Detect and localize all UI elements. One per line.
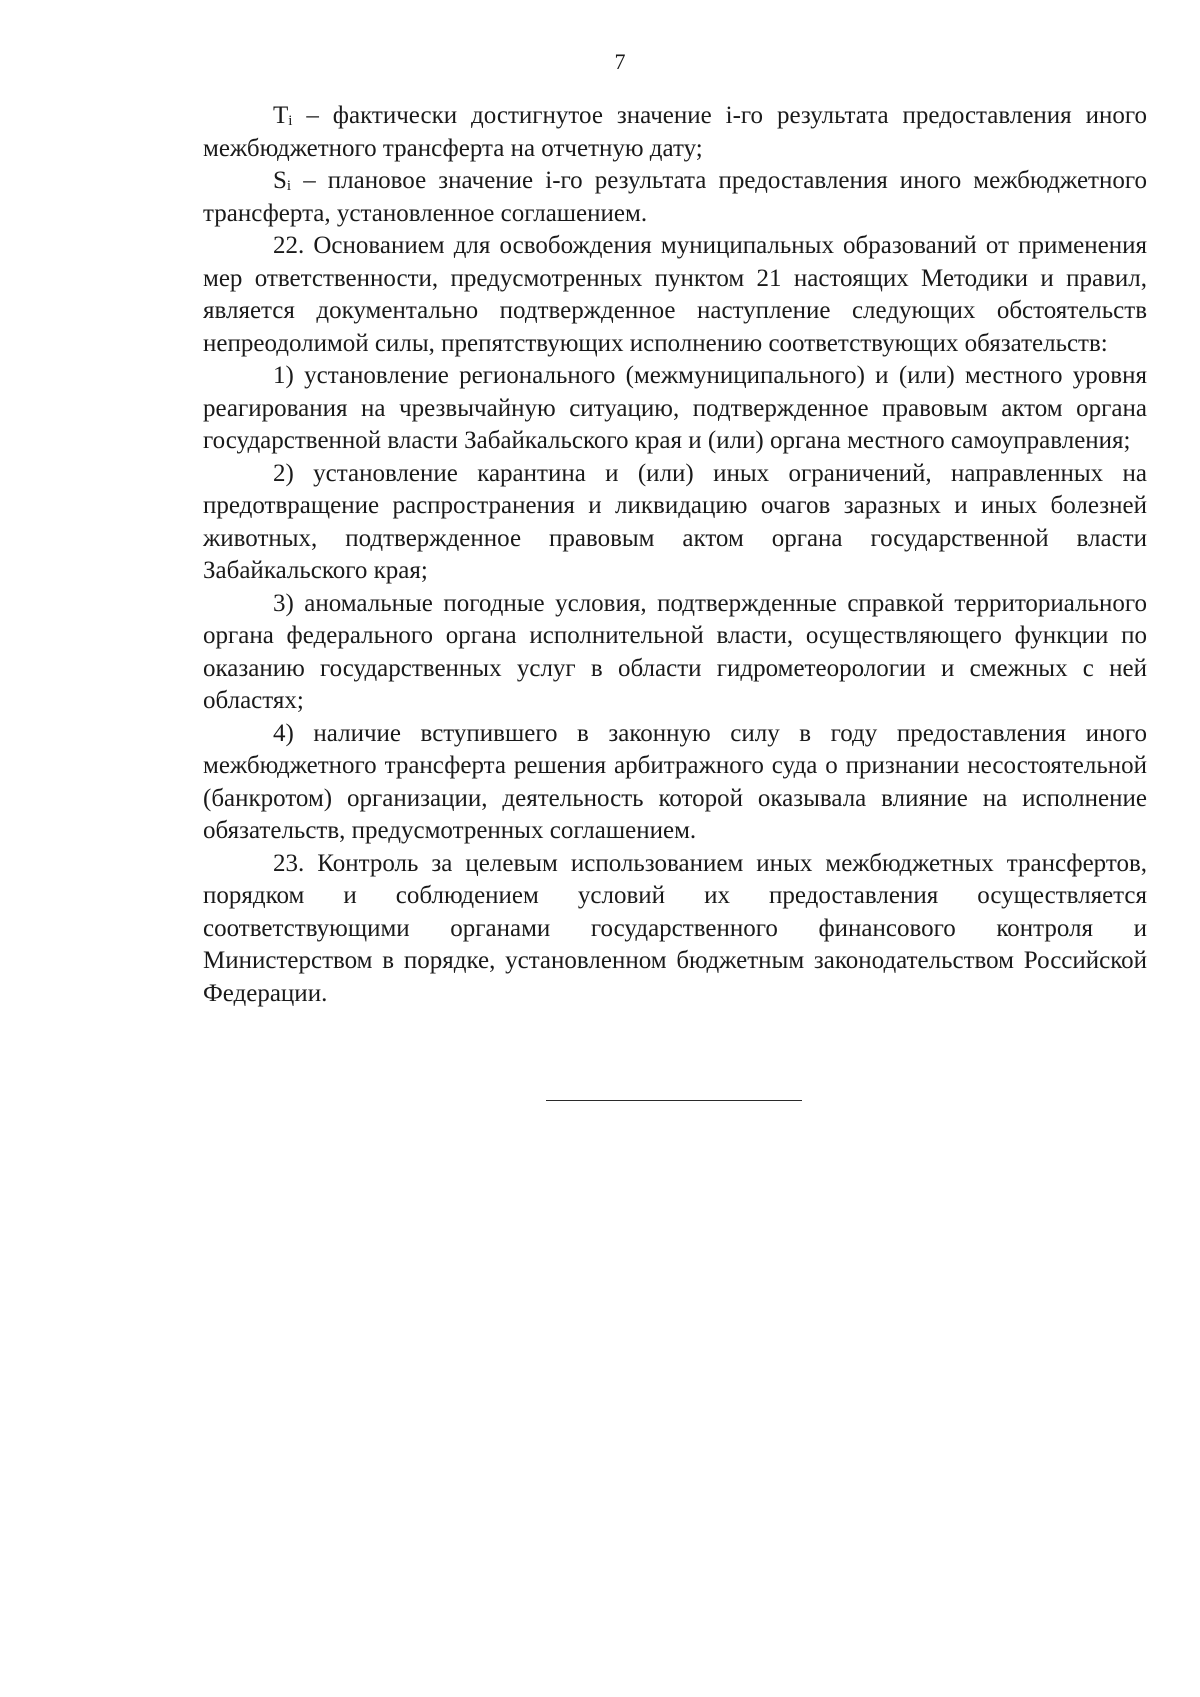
document-body	[203, 100, 1147, 1010]
paragraph-ti-definition	[203, 100, 1147, 165]
paragraph-22-item-4: 4) наличие вступившего в законную силу в году предоставления иного межбюджетного трансферта решения арбитражного суда о признании несостоятельной (банкротом) организации, деятельность которой оказывала влияние на исполнение обязательств, предусмотренных соглашением.	[203, 719, 1147, 844]
paragraph-23: 23. Контроль за целевым использованием иных межбюджетных трансфертов, порядком и соблюдением условий их предоставления осуществляется соответствующими органами государственного финансового контроля и Министерством в порядке, установленном бюджетным законодательством Российской Федерации.	[203, 849, 1147, 1007]
page-number: 7	[614, 49, 626, 74]
paragraph-si-definition	[203, 165, 1147, 230]
symbol-s: S	[273, 167, 287, 194]
paragraph-22-item-1: 1) установление регионального (межмуниципального) и (или) местного уровня реагирования на чрезвычайную ситуацию, подтвержденное правовым актом органа государственной власти Забайкальского края и (или) органа местного самоуправления;	[203, 362, 1147, 454]
paragraph-text: – фактически достигнутое значение i-го результата предоставления иного межбюджетного трансферта на отчетную дату;	[203, 102, 1147, 162]
paragraph-22-item-3: 3) аномальные погодные условия, подтвержденные справкой территориального органа федерального органа исполнительной власти, осуществляющего функции по оказанию государственных услуг в области гидрометеорологии и смежных с ней областях;	[203, 589, 1147, 714]
subscript-i: i	[288, 113, 293, 129]
paragraph-text: – плановое значение i-го результата предоставления иного межбюджетного трансферта, установленное соглашением.	[203, 167, 1147, 227]
end-divider	[546, 1100, 802, 1101]
paragraph-22-item-2: 2) установление карантина и (или) иных ограничений, направленных на предотвращение распространения и ликвидацию очагов заразных и иных болезней животных, подтвержденное правовым актом органа государственной власти Забайкальского края;	[203, 459, 1147, 584]
symbol-t: T	[273, 102, 289, 129]
subscript-i: i	[286, 178, 292, 194]
paragraph-22: 22. Основанием для освобождения муниципальных образований от применения мер ответственности, предусмотренных пунктом 21 настоящих Методики и правил, является документально подтвержденное наступление следующих обстоятельств непреодолимой силы, препятствующих исполнению соответствующих обязательств:	[203, 232, 1147, 357]
